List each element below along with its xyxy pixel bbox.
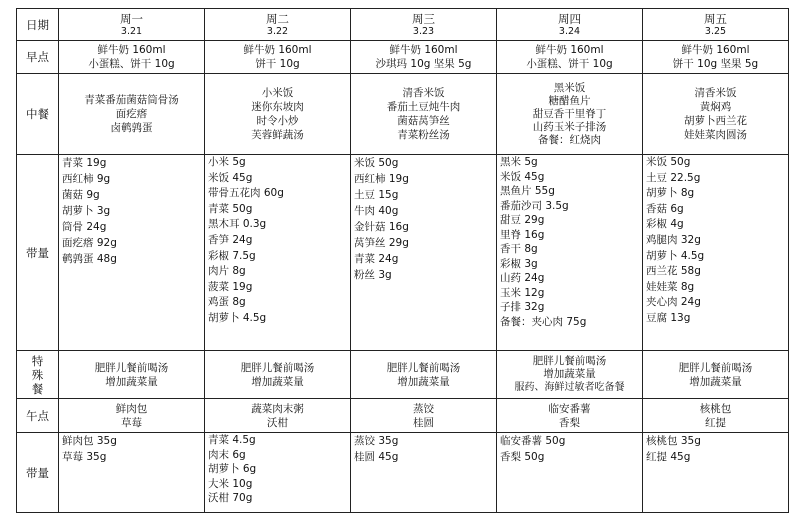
lunch-ingredients-tue: [205, 155, 351, 351]
snack-ingredients-tue: [205, 433, 351, 513]
day-name: 周四: [558, 11, 581, 26]
day-name: 周五: [704, 11, 727, 26]
ingredient-line: 彩椒 3g: [500, 257, 538, 270]
menu-line: 增加蔬菜量: [105, 375, 158, 388]
ingredient-line: 菠菜 19g: [208, 280, 253, 293]
day-header-fri: [643, 9, 789, 41]
snack-ingredients-mon: [59, 433, 205, 513]
menu-line: 沙琪玛 10g 坚果 5g: [375, 58, 472, 70]
menu-line: 青菜粉丝汤: [397, 129, 450, 141]
menu-line: 增加蔬菜量: [689, 375, 742, 388]
ingredient-line: 青菜 19g: [62, 157, 107, 169]
ingredient-line: 沃柑 70g: [208, 492, 253, 504]
menu-line: 菌菇莴笋丝: [397, 115, 450, 127]
menu-line: 临安番薯: [548, 402, 591, 415]
day-header-thu: [497, 9, 643, 41]
breakfast-cell-fri: [643, 41, 789, 74]
snack-ingredients-fri: [643, 433, 789, 513]
ingredient-line: 临安番薯 50g: [500, 435, 566, 447]
menu-line: 胡萝卜西兰花: [684, 115, 747, 127]
date-row: [17, 9, 789, 41]
snack-cell-thu: [497, 399, 643, 433]
menu-line: 肥胖儿餐前喝汤: [678, 361, 753, 374]
ingredient-line: 胡萝卜 6g: [208, 463, 257, 475]
day-name: 周三: [412, 11, 435, 26]
snack-cell-wed: [351, 399, 497, 433]
menu-line: 服药、海鲜过敏者吃备餐: [514, 382, 625, 393]
ingredient-line: 香笋 24g: [208, 233, 253, 246]
menu-line: 鲜牛奶 160ml: [97, 44, 166, 56]
menu-line: 肥胖儿餐前喝汤: [240, 361, 315, 374]
ingredient-line: 西红柿 19g: [354, 173, 409, 185]
snack-ingredients-thu: [497, 433, 643, 513]
breakfast-cell-wed: [351, 41, 497, 74]
snack-cell-mon: [59, 399, 205, 433]
lunch-row: [17, 74, 789, 155]
ingredient-line: 肉片 8g: [208, 265, 246, 278]
ingredient-line: 彩椒 7.5g: [208, 249, 256, 262]
ingredient-line: 小米 5g: [208, 156, 246, 168]
day-date: 3.21: [120, 25, 143, 37]
menu-line: 备餐：红烧肉: [538, 133, 601, 146]
ingredient-line: 子排 32g: [500, 301, 545, 313]
row-label-special: [17, 351, 59, 399]
ingredient-line: 豆腐 13g: [646, 311, 691, 324]
ingredient-line: 土豆 22.5g: [646, 171, 701, 184]
lunch-cell-thu: [497, 74, 643, 155]
ingredient-line: 草莓 35g: [62, 451, 107, 463]
menu-line: 肥胖儿餐前喝汤: [532, 355, 607, 367]
menu-line: 黄焖鸡: [699, 101, 732, 113]
day-date: 3.24: [558, 25, 581, 37]
row-label-snack: 午点: [17, 399, 59, 433]
row-label-lunch-ingredients: 带量: [17, 155, 59, 351]
row-label-breakfast: 早点: [17, 41, 59, 74]
lunch-cell-tue: [205, 74, 351, 155]
ingredient-line: 玉米 12g: [500, 286, 545, 299]
menu-line: 黑米饭: [553, 81, 586, 94]
ingredient-line: 红提 45g: [646, 451, 691, 463]
ingredient-line: 黑木耳 0.3g: [208, 218, 267, 231]
ingredient-line: 香菇 6g: [646, 202, 684, 215]
day-header-tue: [205, 9, 351, 41]
menu-line: 肥胖儿餐前喝汤: [94, 361, 169, 374]
ingredient-line: 莴笋丝 29g: [354, 237, 409, 249]
ingredient-line: 黑鱼片 55g: [500, 185, 555, 197]
menu-line: 青菜番茄菌菇筒骨汤: [84, 94, 179, 106]
ingredient-line: 米饭 45g: [500, 170, 545, 183]
menu-line: 沃柑: [267, 416, 288, 429]
ingredient-line: 香干 8g: [500, 243, 538, 255]
day-date: 3.23: [412, 25, 435, 37]
menu-line: 面疙瘩: [115, 108, 148, 120]
ingredient-line: 胡萝卜 8g: [646, 187, 695, 200]
ingredient-line: 核桃包 35g: [646, 435, 701, 447]
menu-line: 增加蔬菜量: [543, 368, 596, 380]
ingredient-line: 粉丝 3g: [354, 269, 392, 281]
menu-line: 鲜牛奶 160ml: [681, 44, 750, 56]
menu-line: 肥胖儿餐前喝汤: [386, 361, 461, 374]
menu-line: 饼干 10g 坚果 5g: [672, 58, 759, 70]
lunch-ingredients-thu: [497, 155, 643, 351]
lunch-ingredients-mon: [59, 155, 205, 351]
menu-line: 小米饭: [261, 87, 294, 99]
menu-line: 芙蓉鲜蔬汤: [251, 129, 304, 141]
menu-line: 桂圆: [413, 416, 434, 429]
menu-line: 糖醋鱼片: [548, 94, 591, 107]
ingredient-line: 鸡蛋 8g: [208, 296, 246, 309]
row-label-lunch: 中餐: [17, 74, 59, 155]
breakfast-cell-mon: [59, 41, 205, 74]
ingredient-line: 菌菇 9g: [62, 189, 100, 201]
ingredient-line: 夹心肉 24g: [646, 296, 701, 309]
ingredient-line: 桂圆 45g: [354, 451, 399, 463]
breakfast-cell-tue: [205, 41, 351, 74]
menu-line: 蔬菜肉末粥: [251, 402, 304, 415]
lunch-ingredients-wed: [351, 155, 497, 351]
day-date: 3.22: [266, 25, 289, 37]
menu-line: 番茄土豆炖牛肉: [386, 101, 461, 113]
ingredient-line: 西兰花 58g: [646, 265, 701, 278]
ingredient-line: 备餐：夹心肉 75g: [500, 315, 587, 328]
menu-line: 红提: [705, 416, 726, 429]
menu-line: 蒸饺: [413, 402, 434, 415]
ingredient-line: 甜豆 29g: [500, 214, 545, 226]
ingredient-line: 青菜 4.5g: [208, 434, 256, 446]
ingredient-line: 西红柿 9g: [62, 173, 111, 185]
menu-line: 草莓: [121, 416, 142, 429]
ingredient-line: 胡萝卜 3g: [62, 205, 111, 217]
special-meal-row: [17, 351, 789, 399]
day-header-wed: [351, 9, 497, 41]
menu-line: 鲜牛奶 160ml: [535, 44, 604, 56]
ingredient-line: 青菜 24g: [354, 253, 399, 265]
day-date: 3.25: [704, 25, 727, 37]
menu-line: 清香米饭: [402, 87, 445, 99]
lunch-ingredients-fri: [643, 155, 789, 351]
ingredient-line: 带骨五花肉 60g: [208, 187, 284, 200]
ingredient-line: 牛肉 40g: [354, 205, 399, 217]
day-header-mon: [59, 9, 205, 41]
lunch-ingredients-row: [17, 155, 789, 351]
menu-line: 清香米饭: [694, 87, 737, 99]
ingredient-line: 彩椒 4g: [646, 218, 684, 231]
ingredient-line: 米饭 50g: [354, 157, 399, 169]
snack-cell-fri: [643, 399, 789, 433]
row-label-snack-ingredients: 带量: [17, 433, 59, 513]
menu-line: 鲜肉包: [115, 402, 148, 415]
breakfast-row: [17, 41, 789, 74]
row-label-date: 日期: [17, 9, 59, 41]
special-cell-mon: [59, 351, 205, 399]
menu-line: 鲜牛奶 160ml: [389, 44, 458, 56]
special-cell-tue: [205, 351, 351, 399]
ingredient-line: 胡萝卜 4.5g: [208, 311, 267, 324]
ingredient-line: 土豆 15g: [354, 189, 399, 201]
special-cell-thu: [497, 351, 643, 399]
ingredient-line: 鸡腿肉 32g: [646, 233, 701, 246]
menu-line: 增加蔬菜量: [397, 375, 450, 388]
menu-line: 增加蔬菜量: [251, 375, 304, 388]
ingredient-line: 米饭 50g: [646, 156, 691, 168]
ingredient-line: 番茄沙司 3.5g: [500, 199, 569, 212]
ingredient-line: 娃娃菜 8g: [646, 280, 695, 293]
menu-line: 饼干 10g: [255, 58, 300, 70]
lunch-cell-mon: [59, 74, 205, 155]
menu-line: 核桃包: [699, 402, 732, 415]
day-name: 周一: [120, 11, 143, 26]
day-name: 周二: [266, 11, 289, 26]
ingredient-line: 面疙瘩 92g: [62, 237, 117, 249]
ingredient-line: 鲜肉包 35g: [62, 435, 117, 447]
weekly-menu-table: [16, 8, 789, 513]
menu-line: 娃娃菜肉圆汤: [684, 129, 747, 141]
ingredient-line: 筒骨 24g: [62, 221, 107, 233]
snack-row: [17, 399, 789, 433]
ingredient-line: 香梨 50g: [500, 451, 545, 463]
menu-line: 迷你东坡肉: [251, 101, 304, 113]
ingredient-line: 大米 10g: [208, 477, 253, 490]
ingredient-line: 里脊 16g: [500, 228, 545, 241]
lunch-cell-wed: [351, 74, 497, 155]
ingredient-line: 米饭 45g: [208, 171, 253, 184]
ingredient-line: 山药 24g: [500, 272, 545, 284]
ingredient-line: 黑米 5g: [500, 156, 538, 168]
menu-line: 小蛋糕、饼干 10g: [88, 58, 175, 70]
menu-line: 山药玉米子排汤: [532, 120, 607, 133]
snack-ingredients-row: [17, 433, 789, 513]
snack-ingredients-wed: [351, 433, 497, 513]
menu-line: 时令小炒: [256, 115, 299, 127]
menu-line: 鲜牛奶 160ml: [243, 44, 312, 56]
special-cell-fri: [643, 351, 789, 399]
ingredient-line: 鹌鹑蛋 48g: [62, 253, 117, 265]
ingredient-line: 青菜 50g: [208, 202, 253, 215]
lunch-cell-fri: [643, 74, 789, 155]
menu-line: 卤鹌鹑蛋: [110, 122, 153, 134]
special-cell-wed: [351, 351, 497, 399]
breakfast-cell-thu: [497, 41, 643, 74]
row-label-special-text: 特殊餐: [31, 353, 44, 396]
ingredient-line: 胡萝卜 4.5g: [646, 249, 705, 262]
snack-cell-tue: [205, 399, 351, 433]
ingredient-line: 肉末 6g: [208, 448, 246, 461]
menu-line: 小蛋糕、饼干 10g: [526, 58, 613, 70]
menu-line: 香梨: [559, 416, 580, 429]
ingredient-line: 金针菇 16g: [354, 221, 409, 233]
menu-line: 甜豆香干里脊丁: [532, 107, 607, 120]
ingredient-line: 蒸饺 35g: [354, 435, 399, 447]
